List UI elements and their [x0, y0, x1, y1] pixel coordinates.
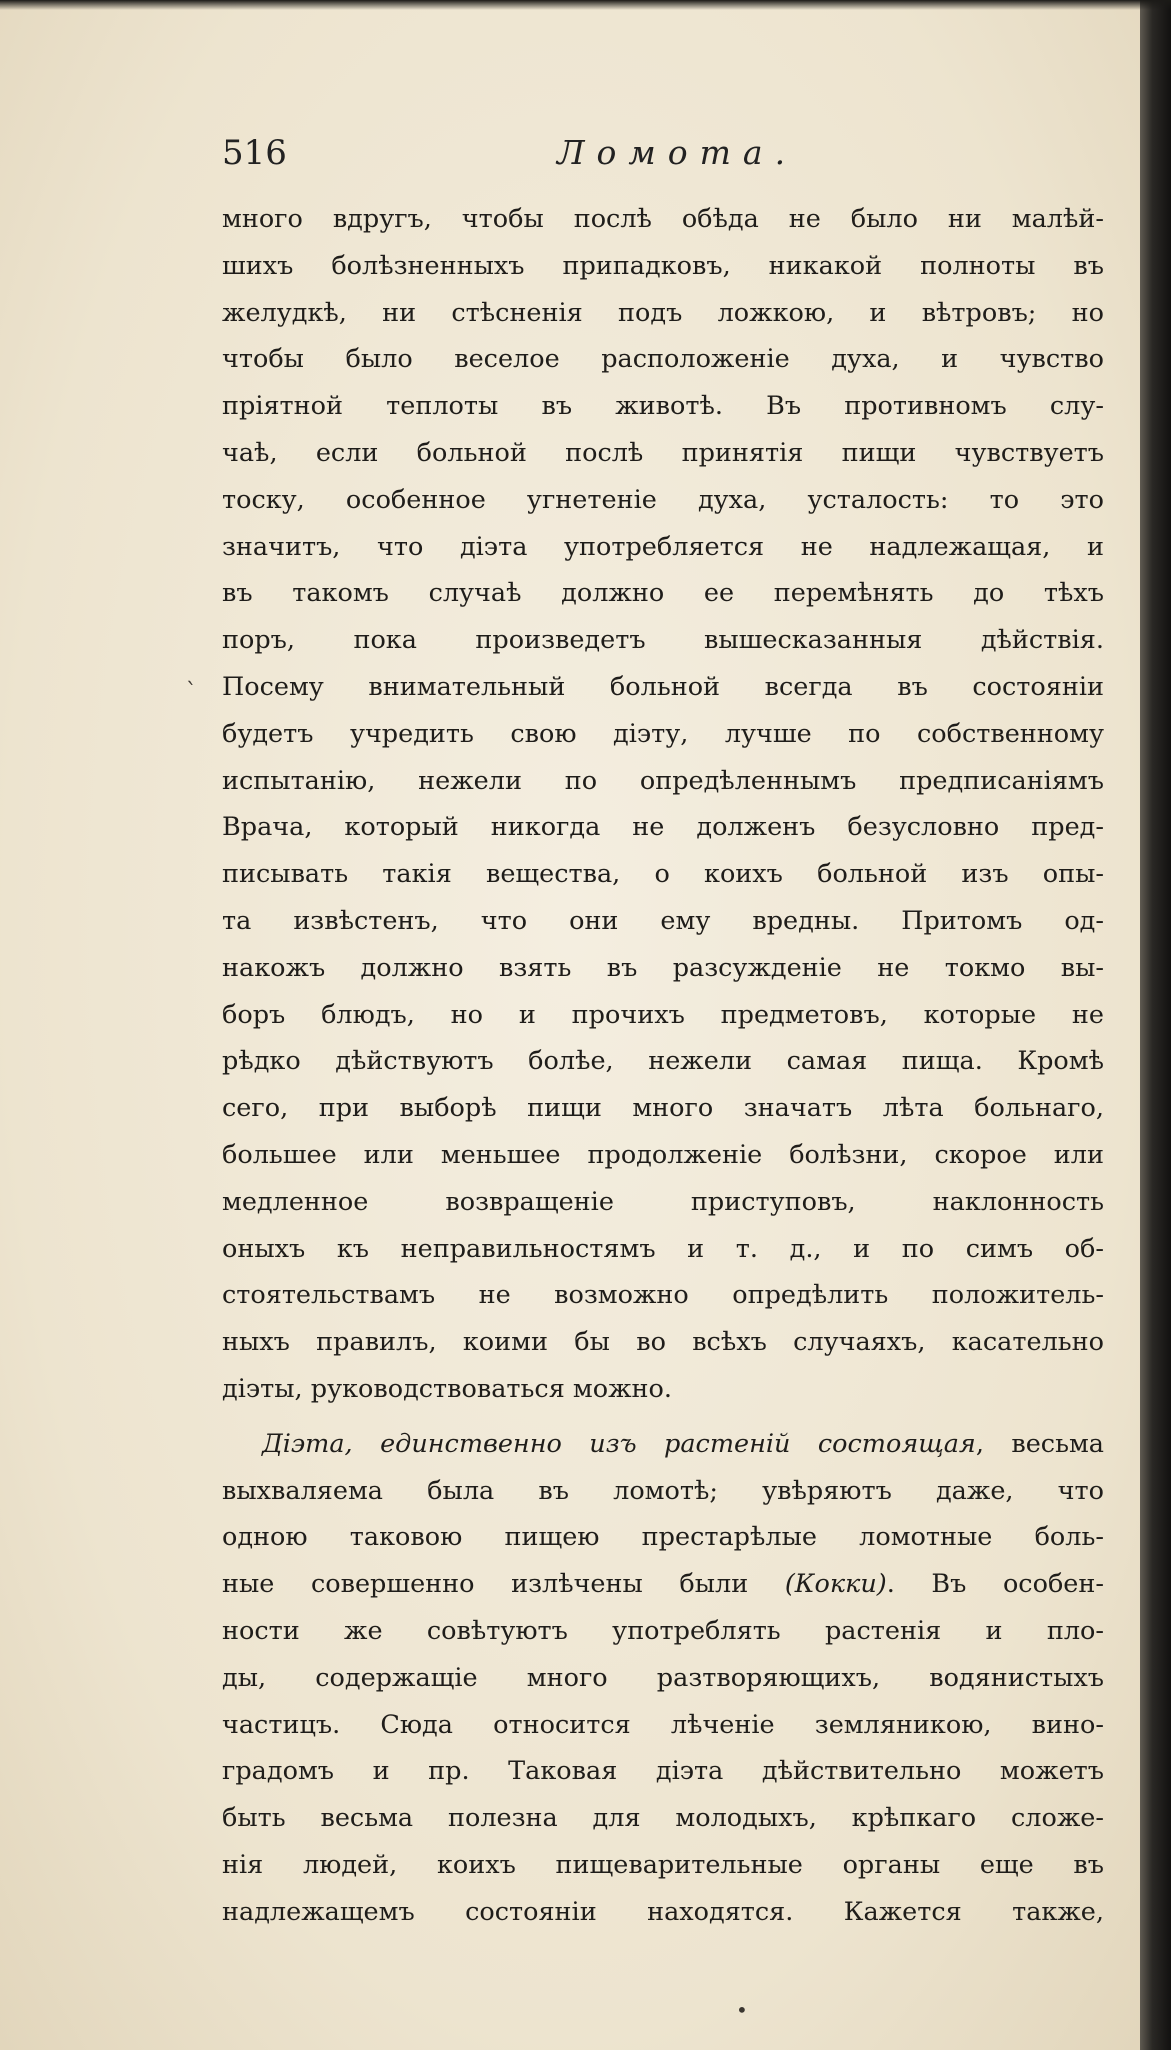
text-line: ныхъ правилъ, коими бы во всѣхъ случаяхъ, касательно: [222, 1327, 1104, 1358]
text-line: быть весьма полезна для молодыхъ, крѣпкаго сложе-: [222, 1803, 1104, 1834]
text-line: стоятельствамъ не возможно опредѣлить положитель-: [222, 1280, 1104, 1311]
text-line: Врача, который никогда не долженъ безусловно пред-: [222, 812, 1104, 843]
text-line: частицъ. Сюда относится лѣченіе земляникою, вино-: [222, 1709, 1104, 1740]
body-text: [222, 196, 1104, 1935]
text-line: испытанію, нежели по опредѣленнымъ предписаніямъ: [222, 765, 1104, 796]
text-line: большее или меньшее продолженіе болѣзни, скорое или: [222, 1139, 1104, 1170]
text-line: желудкѣ, ни стѣсненія подъ ложкою, и вѣтровъ; но: [222, 297, 1104, 328]
text-fragment: ные совершенно излѣчены были: [222, 1569, 749, 1600]
book-binding-edge: [1140, 0, 1171, 2050]
text-line: будетъ учредить свою діэту, лучше по собственному: [222, 718, 1104, 749]
text-line: сего, при выборѣ пищи много значатъ лѣта больнаго,: [222, 1093, 1104, 1124]
page-header: [222, 133, 1102, 183]
text-line: чтобы было веселое расположеніе духа, и чувство: [222, 344, 1104, 375]
ink-dot: •: [736, 1998, 748, 2022]
text-line: тоску, особенное угнетеніе духа, усталость: то это: [222, 484, 1104, 515]
text-line: градомъ и пр. Таковая діэта дѣйствительно можетъ: [222, 1756, 1104, 1787]
text-line: много вдругъ, чтобы послѣ обѣда не было ни малѣй-: [222, 204, 1104, 234]
paragraph-gap: [222, 1413, 1104, 1421]
text-fragment: . Въ особен-: [886, 1569, 1104, 1600]
text-line: писывать такія вещества, о коихъ больной изъ опы-: [222, 859, 1104, 890]
text-line: боръ блюдъ, но и прочихъ предметовъ, которые не: [222, 999, 1104, 1030]
text-line: пріятной теплоты въ животѣ. Въ противномъ слу-: [222, 391, 1104, 422]
text-line: накожъ должно взять въ разсужденіе не токмо вы-: [222, 952, 1104, 983]
citation-kokki: (Кокки): [784, 1569, 887, 1600]
margin-speck: ˋ: [186, 680, 197, 705]
text-line: въ такомъ случаѣ должно ее перемѣнять до тѣхъ: [222, 578, 1104, 609]
text-line: нія людей, коихъ пищеварительные органы еще въ: [222, 1849, 1104, 1880]
text-line: [222, 1421, 1104, 1468]
page-number: 516: [222, 133, 287, 173]
running-title: Ломота.: [557, 133, 798, 172]
italic-lead: Діэта, единственно изъ растеній состоящая: [262, 1428, 976, 1459]
text-line: чаѣ, если больной послѣ принятія пищи чувствуетъ: [222, 437, 1104, 468]
text-line: рѣдко дѣйствуютъ болѣе, нежели самая пища. Кромѣ: [222, 1046, 1104, 1077]
text-line: ды, содержащіе много разтворяющихъ, водянистыхъ: [222, 1662, 1104, 1693]
text-line: ности же совѣтуютъ употреблять растенія и пло-: [222, 1615, 1104, 1646]
text-line: надлежащемъ состояніи находятся. Кажется также,: [222, 1896, 1104, 1927]
text-line: та извѣстенъ, что они ему вредны. Притомъ од-: [222, 905, 1104, 936]
text-line: медленное возвращеніе приступовъ, наклонность: [222, 1186, 1104, 1217]
text-line: оныхъ къ неправильностямъ и т. д., и по симъ об-: [222, 1233, 1104, 1264]
text-line: [222, 1561, 1104, 1608]
text-line: Посему внимательный больной всегда въ состояніи: [222, 671, 1104, 702]
text-line: поръ, пока произведетъ вышесказанныя дѣйствія.: [222, 625, 1104, 656]
scan-shadow: [0, 0, 1171, 10]
text-line: діэты, руководствоваться можно.: [222, 1373, 672, 1404]
text-line: шихъ болѣзненныхъ припадковъ, никакой полноты въ: [222, 250, 1104, 281]
text-fragment: , весьма: [975, 1428, 1104, 1459]
text-line: одною таковою пищею престарѣлые ломотные боль-: [222, 1522, 1104, 1553]
citation-name: Кокки: [794, 1569, 877, 1600]
text-line: значитъ, что діэта употребляется не надлежащая, и: [222, 531, 1104, 562]
text-line: выхваляема была въ ломотѣ; увѣряютъ даже, что: [222, 1475, 1104, 1506]
